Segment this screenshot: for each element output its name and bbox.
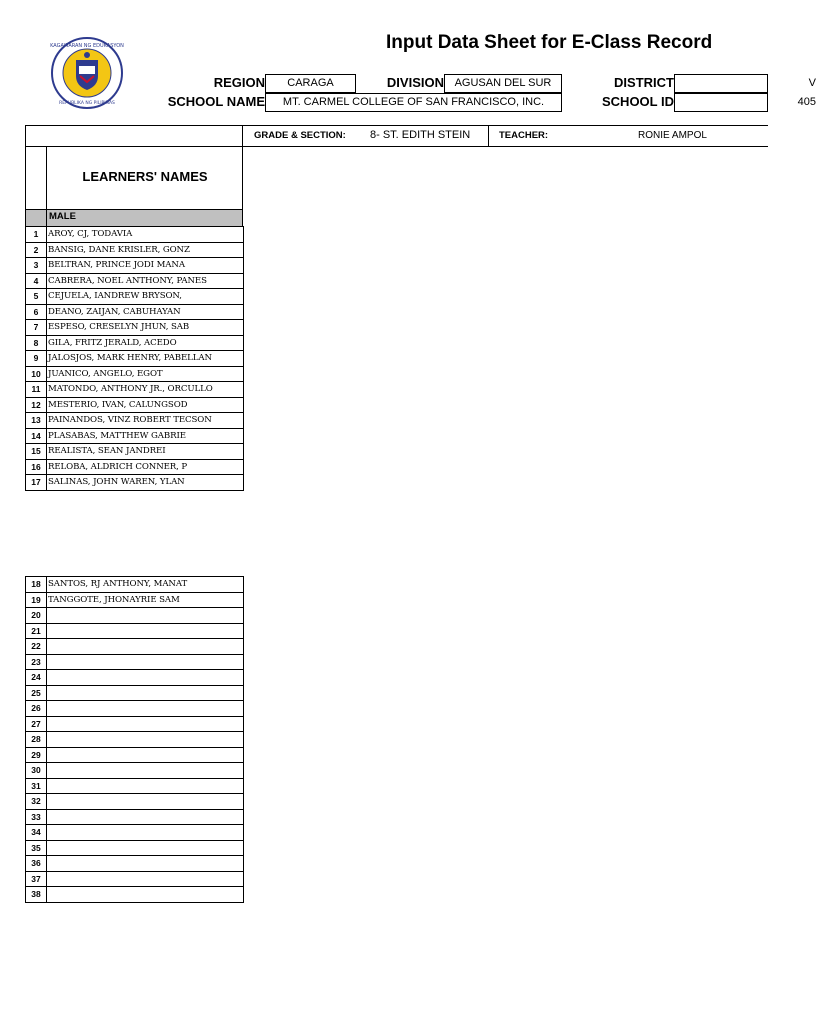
school-id-value-text: 405 <box>797 96 816 108</box>
region-label: REGION <box>213 75 265 90</box>
learner-name-cell[interactable] <box>47 732 244 748</box>
learner-name-cell[interactable]: MATONDO, ANTHONY JR., ORCULLO <box>47 382 244 398</box>
learner-name-cell[interactable]: JUANICO, ANGELO, EGOT <box>47 366 244 382</box>
row-number: 33 <box>26 809 47 825</box>
row-number: 11 <box>26 382 47 398</box>
school-id-label: SCHOOL ID <box>602 94 674 109</box>
learner-name-cell[interactable]: JALOSJOS, MARK HENRY, PABELLAN <box>47 351 244 367</box>
row-number: 3 <box>26 258 47 274</box>
row-number: 38 <box>26 887 47 903</box>
row-number: 28 <box>26 732 47 748</box>
male-number-cell <box>26 210 47 226</box>
row-number: 29 <box>26 747 47 763</box>
row-number: 32 <box>26 794 47 810</box>
number-column-header <box>26 147 47 209</box>
learner-name-cell[interactable]: CABRERA, NOEL ANTHONY, PANES <box>47 273 244 289</box>
learner-name-cell[interactable]: DEANO, ZAIJAN, CABUHAYAN <box>47 304 244 320</box>
table-row <box>26 320 244 336</box>
table-row <box>26 670 244 686</box>
table-row <box>26 794 244 810</box>
class-info-blank-cell <box>25 126 243 146</box>
row-number: 12 <box>26 397 47 413</box>
table-row <box>26 840 244 856</box>
learner-name-cell[interactable] <box>47 778 244 794</box>
learners-table-page1 <box>25 226 244 491</box>
table-row <box>26 623 244 639</box>
learner-name-cell[interactable]: GILA, FRITZ JERALD, ACEDO <box>47 335 244 351</box>
school-name-label: SCHOOL NAME <box>167 94 265 109</box>
row-number: 34 <box>26 825 47 841</box>
learner-name-cell[interactable]: PAINANDOS, VINZ ROBERT TECSON <box>47 413 244 429</box>
row-number: 20 <box>26 608 47 624</box>
row-number: 16 <box>26 459 47 475</box>
table-row <box>26 273 244 289</box>
table-row <box>26 366 244 382</box>
table-row <box>26 732 244 748</box>
male-label: MALE <box>49 211 76 222</box>
learner-name-cell[interactable] <box>47 716 244 732</box>
row-number: 18 <box>26 577 47 593</box>
table-row <box>26 763 244 779</box>
table-row <box>26 716 244 732</box>
svg-text:REPUBLIKA NG PILIPINAS: REPUBLIKA NG PILIPINAS <box>59 101 115 106</box>
row-number: 1 <box>26 227 47 243</box>
learner-name-cell[interactable] <box>47 840 244 856</box>
learner-name-cell[interactable] <box>47 887 244 903</box>
learner-name-cell[interactable] <box>47 639 244 655</box>
learner-name-cell[interactable] <box>47 608 244 624</box>
learner-name-cell[interactable]: BANSIG, DANE KRISLER, GONZ <box>47 242 244 258</box>
table-row <box>26 382 244 398</box>
learner-name-cell[interactable]: SANTOS, RJ ANTHONY, MANAT <box>47 577 244 593</box>
learner-name-cell[interactable]: REALISTA, SEAN JANDREI <box>47 444 244 460</box>
row-number: 4 <box>26 273 47 289</box>
learner-name-cell[interactable] <box>47 856 244 872</box>
table-row <box>26 856 244 872</box>
class-info-divider <box>488 126 489 146</box>
row-number: 13 <box>26 413 47 429</box>
table-row <box>26 577 244 593</box>
table-row <box>26 335 244 351</box>
learner-name-cell[interactable]: BELTRAN, PRINCE JODI MANA <box>47 258 244 274</box>
table-row <box>26 413 244 429</box>
table-row <box>26 242 244 258</box>
learner-name-cell[interactable] <box>47 747 244 763</box>
row-number: 9 <box>26 351 47 367</box>
division-label: DIVISION <box>386 75 444 90</box>
svg-text:KAGAWARAN NG EDUKASYON: KAGAWARAN NG EDUKASYON <box>50 43 124 49</box>
table-row <box>26 258 244 274</box>
row-number: 24 <box>26 670 47 686</box>
page-title: Input Data Sheet for E-Class Record <box>386 32 713 53</box>
row-number: 2 <box>26 242 47 258</box>
row-number: 25 <box>26 685 47 701</box>
learner-name-cell[interactable]: SALINAS, JOHN WAREN, YLAN <box>47 475 244 491</box>
deped-seal-icon <box>44 36 130 110</box>
school-name-value[interactable]: MT. CARMEL COLLEGE OF SAN FRANCISCO, INC. <box>265 93 562 112</box>
learner-name-cell[interactable]: RELOBA, ALDRICH CONNER, P <box>47 459 244 475</box>
row-number: 36 <box>26 856 47 872</box>
teacher-label: TEACHER: <box>499 130 549 141</box>
table-row <box>26 351 244 367</box>
table-row <box>26 227 244 243</box>
row-number: 7 <box>26 320 47 336</box>
learners-names-title: LEARNERS' NAMES <box>82 169 208 184</box>
district-label: DISTRICT <box>614 75 674 90</box>
class-info-bar <box>25 125 768 147</box>
row-number: 15 <box>26 444 47 460</box>
learner-name-cell[interactable]: MESTERIO, IVAN, CALUNGSOD <box>47 397 244 413</box>
division-value[interactable]: AGUSAN DEL SUR <box>444 74 562 93</box>
table-row <box>26 608 244 624</box>
table-row <box>26 654 244 670</box>
table-row <box>26 747 244 763</box>
male-section-row <box>25 209 243 226</box>
learner-name-cell[interactable]: AROY, CJ, TODAVIA <box>47 227 244 243</box>
row-number: 21 <box>26 623 47 639</box>
learner-name-cell[interactable] <box>47 685 244 701</box>
table-row <box>26 809 244 825</box>
learner-name-cell[interactable] <box>47 623 244 639</box>
learner-name-cell[interactable] <box>47 809 244 825</box>
table-row <box>26 887 244 903</box>
region-value[interactable]: CARAGA <box>265 74 356 93</box>
table-row <box>26 685 244 701</box>
learner-name-cell[interactable]: CEJUELA, IANDREW BRYSON, <box>47 289 244 305</box>
table-row <box>26 701 244 717</box>
row-number: 10 <box>26 366 47 382</box>
learner-name-cell[interactable]: ESPESO, CRESELYN JHUN, SAB <box>47 320 244 336</box>
table-row <box>26 639 244 655</box>
row-number: 31 <box>26 778 47 794</box>
learner-name-cell[interactable] <box>47 825 244 841</box>
table-row <box>26 289 244 305</box>
learners-names-header <box>25 147 243 209</box>
row-number: 14 <box>26 428 47 444</box>
school-id-value[interactable] <box>674 93 816 112</box>
learner-name-cell[interactable] <box>47 670 244 686</box>
teacher-value[interactable]: RONIE AMPOL <box>638 130 707 141</box>
table-row <box>26 397 244 413</box>
table-row <box>26 444 244 460</box>
table-row <box>26 825 244 841</box>
district-value-text: V <box>808 77 816 89</box>
row-number: 17 <box>26 475 47 491</box>
learner-name-cell[interactable] <box>47 871 244 887</box>
grade-section-value[interactable]: 8- ST. EDITH STEIN <box>370 129 471 141</box>
row-number: 8 <box>26 335 47 351</box>
table-row <box>26 871 244 887</box>
row-number: 19 <box>26 592 47 608</box>
learners-table-page2 <box>25 576 244 903</box>
learner-name-cell[interactable] <box>47 701 244 717</box>
table-row <box>26 459 244 475</box>
table-row <box>26 778 244 794</box>
row-number: 27 <box>26 716 47 732</box>
row-number: 35 <box>26 840 47 856</box>
district-value[interactable] <box>674 74 816 93</box>
table-row <box>26 475 244 491</box>
row-number: 26 <box>26 701 47 717</box>
table-row <box>26 592 244 608</box>
learner-name-cell[interactable] <box>47 794 244 810</box>
learner-name-cell[interactable] <box>47 763 244 779</box>
learner-name-cell[interactable] <box>47 654 244 670</box>
grade-section-label: GRADE & SECTION: <box>254 130 346 141</box>
row-number: 5 <box>26 289 47 305</box>
row-number: 22 <box>26 639 47 655</box>
row-number: 6 <box>26 304 47 320</box>
row-number: 23 <box>26 654 47 670</box>
row-number: 37 <box>26 871 47 887</box>
table-row <box>26 428 244 444</box>
learner-name-cell[interactable]: PLASABAS, MATTHEW GABRIE <box>47 428 244 444</box>
row-number: 30 <box>26 763 47 779</box>
table-row <box>26 304 244 320</box>
learner-name-cell[interactable]: TANGGOTE, JHONAYRIE SAM <box>47 592 244 608</box>
